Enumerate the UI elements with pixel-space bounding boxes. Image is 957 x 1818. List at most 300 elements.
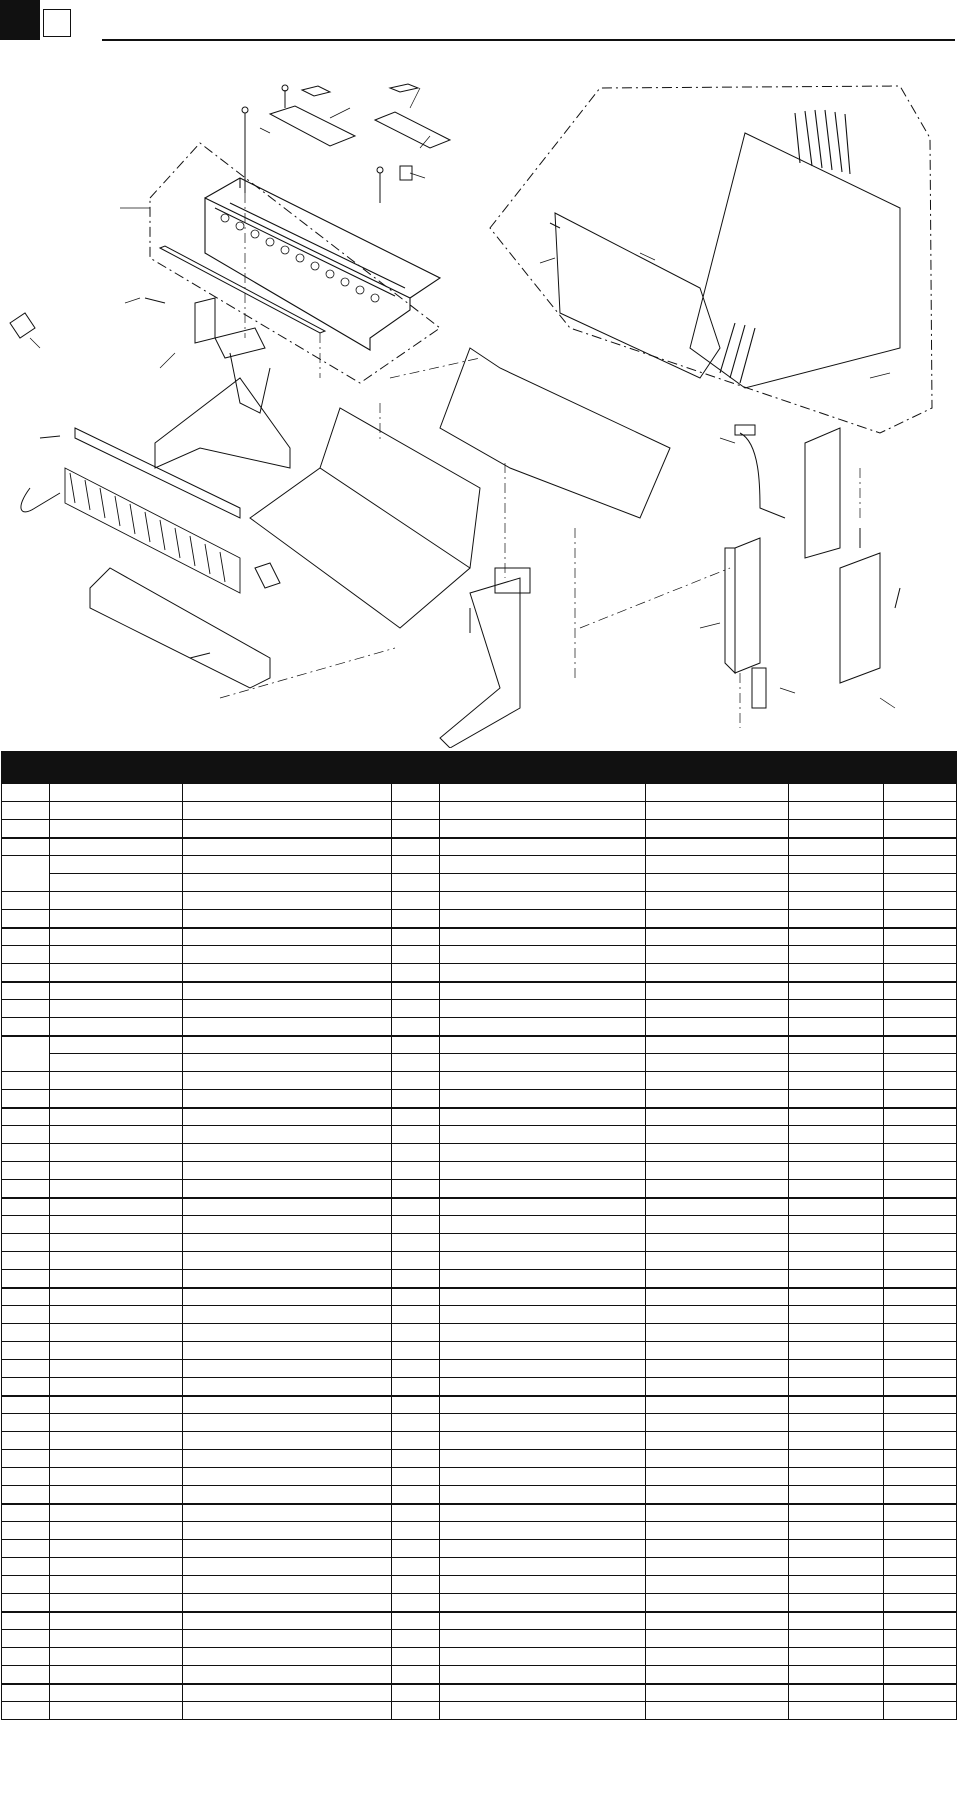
table-cell (884, 874, 957, 892)
table-cell (646, 964, 789, 982)
table-header-cell (183, 752, 392, 784)
table-cell (183, 1306, 392, 1324)
table-cell (183, 1486, 392, 1504)
exploded-parts-diagram (0, 48, 957, 748)
table-cell (392, 1378, 440, 1396)
table-cell (2, 1072, 50, 1090)
table-cell (440, 1684, 646, 1702)
table-cell (2, 802, 50, 820)
table-cell (183, 1702, 392, 1720)
table-cell (183, 856, 392, 874)
table-cell (646, 1018, 789, 1036)
table-cell (884, 964, 957, 982)
table-cell (183, 1270, 392, 1288)
table-cell (646, 1684, 789, 1702)
table-cell (440, 1450, 646, 1468)
table-cell (440, 1576, 646, 1594)
table-row (2, 1072, 957, 1090)
table-cell (884, 856, 957, 874)
table-row (2, 946, 957, 964)
table-cell (646, 1342, 789, 1360)
table-cell (183, 1522, 392, 1540)
table-cell (50, 1108, 183, 1126)
table-cell (392, 802, 440, 820)
table-cell (50, 874, 183, 892)
table-cell (392, 1000, 440, 1018)
table-cell (789, 1234, 884, 1252)
table-cell (646, 1054, 789, 1072)
table-cell (50, 1648, 183, 1666)
table-cell (884, 838, 957, 856)
table-cell (2, 892, 50, 910)
table-cell (789, 1216, 884, 1234)
table-cell (440, 1306, 646, 1324)
table-cell (50, 928, 183, 946)
table-cell (884, 784, 957, 802)
table-row (2, 1270, 957, 1288)
table-cell (789, 1414, 884, 1432)
table-cell (50, 1288, 183, 1306)
table-cell (789, 1468, 884, 1486)
table-cell (2, 946, 50, 964)
table-cell (646, 1126, 789, 1144)
table-cell (183, 820, 392, 838)
screw-group (40, 143, 900, 658)
table-cell (392, 1198, 440, 1216)
table-cell (789, 928, 884, 946)
table-cell (50, 1630, 183, 1648)
table-cell (50, 1342, 183, 1360)
table-cell (50, 1216, 183, 1234)
table-cell (50, 1522, 183, 1540)
table-cell (646, 1306, 789, 1324)
table-cell (392, 1684, 440, 1702)
table-row (2, 1432, 957, 1450)
table-cell (789, 1666, 884, 1684)
table-cell (440, 1180, 646, 1198)
small-strip-b (390, 84, 418, 92)
table-cell (2, 1126, 50, 1144)
table-cell (50, 1306, 183, 1324)
table-cell (183, 784, 392, 802)
table-cell (884, 1072, 957, 1090)
table-cell (392, 1630, 440, 1648)
table-cell (2, 1504, 50, 1522)
table-cell (50, 838, 183, 856)
table-cell (440, 1144, 646, 1162)
table-cell (646, 1540, 789, 1558)
table-cell (440, 1486, 646, 1504)
table-cell (2, 1252, 50, 1270)
table-header-row (2, 752, 957, 784)
table-cell (392, 820, 440, 838)
table-cell (440, 1216, 646, 1234)
table-row (2, 1180, 957, 1198)
table-cell (183, 1018, 392, 1036)
table-cell (789, 1576, 884, 1594)
pcb-board-b (840, 553, 880, 683)
table-cell (183, 1342, 392, 1360)
table-cell (2, 1306, 50, 1324)
cable-hook (21, 488, 60, 512)
table-cell (183, 1072, 392, 1090)
table-cell (884, 1054, 957, 1072)
table-cell (646, 1612, 789, 1630)
table-cell (183, 1180, 392, 1198)
table-cell (440, 802, 646, 820)
table-cell (646, 1324, 789, 1342)
table-cell (646, 1144, 789, 1162)
table-cell (646, 1576, 789, 1594)
table-cell (884, 1702, 957, 1720)
table-cell (440, 1702, 646, 1720)
table-cell (392, 1072, 440, 1090)
table-cell (2, 1576, 50, 1594)
table-cell (884, 1360, 957, 1378)
table-cell (789, 1090, 884, 1108)
table-cell (789, 1594, 884, 1612)
right-column-bracket (735, 538, 760, 673)
table-cell (646, 1630, 789, 1648)
table-cell (392, 1648, 440, 1666)
table-cell (789, 1702, 884, 1720)
table-row (2, 1288, 957, 1306)
table-cell (50, 1666, 183, 1684)
table-cell (789, 802, 884, 820)
table-cell (183, 1576, 392, 1594)
table-cell (183, 1396, 392, 1414)
table-cell (440, 1270, 646, 1288)
table-cell (50, 910, 183, 928)
parts-table-body (2, 752, 957, 1720)
table-cell (440, 964, 646, 982)
table-cell (440, 1612, 646, 1630)
table-cell (392, 1306, 440, 1324)
table-cell (2, 1000, 50, 1018)
table-cell (50, 1414, 183, 1432)
table-row (2, 1198, 957, 1216)
table-cell (2, 820, 50, 838)
table-cell (440, 928, 646, 946)
table-cell (392, 1540, 440, 1558)
table-cell (646, 820, 789, 838)
table-row (2, 1324, 957, 1342)
table-cell (2, 1468, 50, 1486)
table-cell (392, 1450, 440, 1468)
table-cell (50, 784, 183, 802)
table-row (2, 874, 957, 892)
table-cell (392, 1162, 440, 1180)
table-cell (392, 1360, 440, 1378)
table-cell (2, 1558, 50, 1576)
table-row (2, 1594, 957, 1612)
table-cell (392, 1036, 440, 1054)
table-cell (50, 1198, 183, 1216)
table-cell (392, 856, 440, 874)
table-cell (2, 1198, 50, 1216)
table-header-cell (884, 752, 957, 784)
table-row (2, 1702, 957, 1720)
table-row (2, 1558, 957, 1576)
table-cell (884, 1000, 957, 1018)
table-cell (884, 1468, 957, 1486)
table-cell (183, 946, 392, 964)
table-cell (884, 1648, 957, 1666)
table-cell (789, 1612, 884, 1630)
table-cell (392, 1090, 440, 1108)
table-cell (392, 1234, 440, 1252)
table-cell (392, 1576, 440, 1594)
table-cell (392, 946, 440, 964)
elbow-fitting (10, 313, 35, 338)
table-cell (884, 1018, 957, 1036)
group-outline-right (490, 86, 932, 433)
table-cell (392, 784, 440, 802)
table-cell (50, 820, 183, 838)
table-row (2, 1342, 957, 1360)
table-cell (183, 1090, 392, 1108)
table-cell (392, 892, 440, 910)
table-cell (50, 964, 183, 982)
table-cell (183, 802, 392, 820)
table-cell (50, 802, 183, 820)
table-cell (884, 946, 957, 964)
cable-bundle (795, 110, 850, 174)
table-cell (183, 838, 392, 856)
table-cell (2, 1180, 50, 1198)
table-row (2, 1540, 957, 1558)
table-cell (440, 874, 646, 892)
table-cell (884, 1126, 957, 1144)
table-cell (183, 1630, 392, 1648)
table-cell (440, 1522, 646, 1540)
table-header-cell (392, 752, 440, 784)
header-rule (102, 39, 955, 41)
table-cell (884, 802, 957, 820)
screw-group-top (242, 85, 383, 203)
table-cell (2, 784, 50, 802)
table-row (2, 784, 957, 802)
table-cell (789, 874, 884, 892)
table-cell (440, 1072, 646, 1090)
table-cell (646, 856, 789, 874)
table-row (2, 1090, 957, 1108)
table-cell (789, 1342, 884, 1360)
table-cell (789, 1288, 884, 1306)
table-cell (183, 1288, 392, 1306)
table-cell (50, 1144, 183, 1162)
table-cell (789, 1378, 884, 1396)
table-cell (2, 1648, 50, 1666)
table-cell (884, 1180, 957, 1198)
table-row (2, 1306, 957, 1324)
table-cell (440, 784, 646, 802)
table-row (2, 1378, 957, 1396)
table-cell (646, 1486, 789, 1504)
table-cell (646, 928, 789, 946)
table-row (2, 1018, 957, 1036)
table-cell (440, 1234, 646, 1252)
table-cell (183, 1612, 392, 1630)
table-cell (646, 1288, 789, 1306)
table-cell (50, 1558, 183, 1576)
parts-table (1, 751, 957, 1720)
table-cell (789, 1180, 884, 1198)
table-cell (2, 1360, 50, 1378)
table-cell (646, 784, 789, 802)
table-cell (2, 1216, 50, 1234)
table-cell (392, 1432, 440, 1450)
table-cell (50, 1018, 183, 1036)
table-cell (789, 1252, 884, 1270)
table-cell (392, 874, 440, 892)
table-cell (392, 1270, 440, 1288)
table-header-cell (789, 752, 884, 784)
table-cell (646, 1414, 789, 1432)
table-cell (183, 1684, 392, 1702)
table-cell (646, 1378, 789, 1396)
table-cell (440, 892, 646, 910)
table-cell (884, 1252, 957, 1270)
table-cell (789, 1684, 884, 1702)
table-row (2, 1522, 957, 1540)
table-cell (440, 1090, 646, 1108)
table-cell (392, 1504, 440, 1522)
table-cell (884, 1450, 957, 1468)
table-cell (183, 1360, 392, 1378)
table-cell (183, 1378, 392, 1396)
table-cell (2, 1414, 50, 1432)
small-strip-a (302, 86, 330, 96)
table-cell (884, 1594, 957, 1612)
table-cell (884, 1612, 957, 1630)
table-cell (50, 1396, 183, 1414)
table-cell (2, 856, 50, 892)
table-cell (50, 1450, 183, 1468)
table-cell (392, 1180, 440, 1198)
table-cell (646, 1108, 789, 1126)
table-cell (183, 982, 392, 1000)
table-cell (50, 892, 183, 910)
table-cell (392, 1126, 440, 1144)
table-cell (884, 1198, 957, 1216)
table-cell (392, 1054, 440, 1072)
table-cell (183, 1594, 392, 1612)
table-row (2, 1450, 957, 1468)
table-cell (2, 1540, 50, 1558)
table-cell (789, 1198, 884, 1216)
table-row (2, 1684, 957, 1702)
table-cell (440, 1558, 646, 1576)
table-cell (183, 1324, 392, 1342)
table-row (2, 1612, 957, 1630)
table-cell (440, 1000, 646, 1018)
table-cell (2, 982, 50, 1000)
table-cell (884, 1414, 957, 1432)
table-cell (884, 1234, 957, 1252)
table-cell (2, 1702, 50, 1720)
table-cell (884, 1684, 957, 1702)
table-cell (183, 964, 392, 982)
table-row (2, 1162, 957, 1180)
table-cell (2, 1036, 50, 1072)
table-cell (789, 1270, 884, 1288)
table-cell (392, 964, 440, 982)
table-cell (646, 1252, 789, 1270)
table-row (2, 1630, 957, 1648)
table-cell (884, 1396, 957, 1414)
table-cell (50, 1594, 183, 1612)
table-cell (646, 1162, 789, 1180)
table-cell (50, 1072, 183, 1090)
table-cell (440, 1504, 646, 1522)
table-cell (2, 1108, 50, 1126)
table-cell (50, 1252, 183, 1270)
table-cell (183, 1036, 392, 1054)
table-cell (646, 1270, 789, 1288)
table-cell (789, 820, 884, 838)
table-cell (50, 1324, 183, 1342)
table-header-cell (646, 752, 789, 784)
table-cell (2, 1342, 50, 1360)
table-cell (183, 1252, 392, 1270)
table-cell (183, 1234, 392, 1252)
table-cell (392, 982, 440, 1000)
table-row (2, 820, 957, 838)
right-column-bracket-b (725, 548, 735, 673)
table-cell (392, 1144, 440, 1162)
table-cell (789, 1144, 884, 1162)
table-cell (183, 1054, 392, 1072)
table-cell (646, 1036, 789, 1054)
table-cell (789, 784, 884, 802)
table-cell (50, 982, 183, 1000)
table-row (2, 802, 957, 820)
table-cell (2, 1486, 50, 1504)
table-cell (884, 910, 957, 928)
table-row (2, 1468, 957, 1486)
table-cell (646, 892, 789, 910)
table-cell (183, 910, 392, 928)
table-cell (646, 982, 789, 1000)
table-row (2, 838, 957, 856)
table-cell (392, 1108, 440, 1126)
table-cell (2, 1270, 50, 1288)
table-row (2, 1486, 957, 1504)
table-cell (2, 1612, 50, 1630)
table-cell (884, 928, 957, 946)
front-cover (90, 568, 270, 688)
table-cell (789, 1306, 884, 1324)
table-cell (440, 856, 646, 874)
table-cell (392, 1288, 440, 1306)
large-center-panel (440, 348, 670, 518)
group-outline-left (150, 143, 440, 383)
table-cell (50, 1126, 183, 1144)
center-tray (250, 468, 470, 628)
table-cell (2, 1162, 50, 1180)
table-cell (2, 1090, 50, 1108)
table-cell (440, 1630, 646, 1648)
table-cell (392, 1216, 440, 1234)
table-cell (440, 1396, 646, 1414)
table-cell (789, 1360, 884, 1378)
table-cell (183, 928, 392, 946)
table-cell (2, 1522, 50, 1540)
table-cell (50, 1270, 183, 1288)
table-cell (884, 1090, 957, 1108)
table-row (2, 1126, 957, 1144)
